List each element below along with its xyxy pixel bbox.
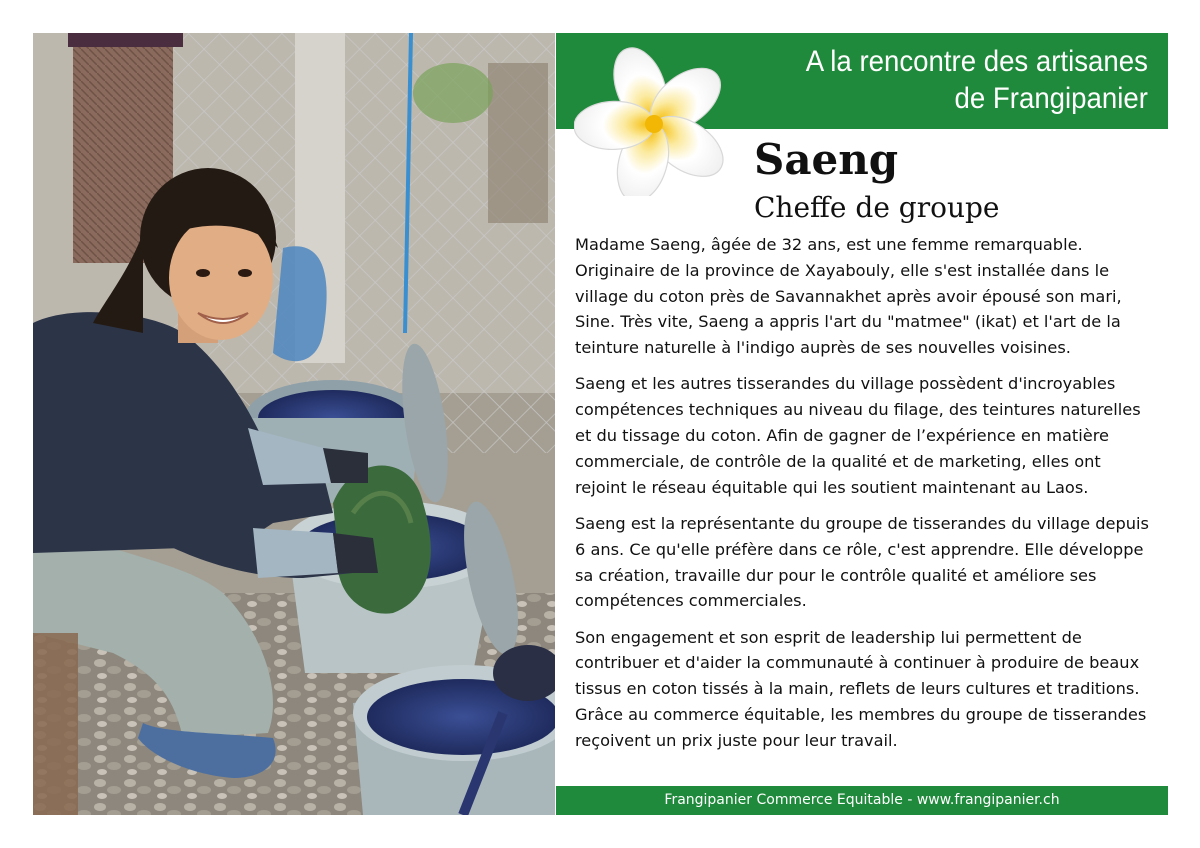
paragraph: Madame Saeng, âgée de 32 ans, est une femme remarquable. Originaire de la province de Xayabouly, elle s'est installée dans le village du coton près de Savannakhet après avoir épousé son mari, Sine. Très vite, Saeng a appris l'art du "matmee" (ikat) et l'art de la teinture naturelle à l'indigo auprès de ses nouvelles voisines. xyxy=(575,235,1122,358)
artisan-photo xyxy=(33,33,555,815)
header-title-line1: A la rencontre des artisanes xyxy=(805,45,1148,78)
footer-text: Frangipanier Commerce Equitable - www.frangipanier.ch xyxy=(664,792,1060,808)
header-title xyxy=(806,43,1148,117)
frangipani-flower-icon xyxy=(574,46,734,196)
paragraph: Saeng et les autres tisserandes du village possèdent d'incroyables compétences techniques au niveau du filage, des teintures naturelles et du tissage du coton. Afin de gagner de l’expérience en matière commerciale, de contrôle de la qualité et de marketing, elles ont rejoint le réseau équitable qui les soutient maintenant au Laos. xyxy=(575,374,1141,497)
footer-band xyxy=(556,786,1168,815)
paragraph: Son engagement et son esprit de leadership lui permettent de contribuer et d'aider la communauté à continuer à produire de beaux tissus en coton tissés à la main, reflets de leurs cultures et traditions. Grâce au commerce équitable, les membres du groupe de tisserandes reçoivent un prix juste pour leur travail. xyxy=(575,627,1147,750)
artisan-name: Saeng xyxy=(754,135,899,184)
article-body xyxy=(575,232,1155,764)
paragraph: Saeng est la représentante du groupe de tisserandes du village depuis 6 ans. Ce qu'elle préfère dans ce rôle, c'est apprendre. Elle développe sa création, travaille dur pour le contrôle qualité et améliore ses compétences commerciales. xyxy=(575,513,1149,611)
header-title-line2: de Frangipanier xyxy=(954,82,1148,115)
artisan-role: Cheffe de groupe xyxy=(754,191,1000,224)
